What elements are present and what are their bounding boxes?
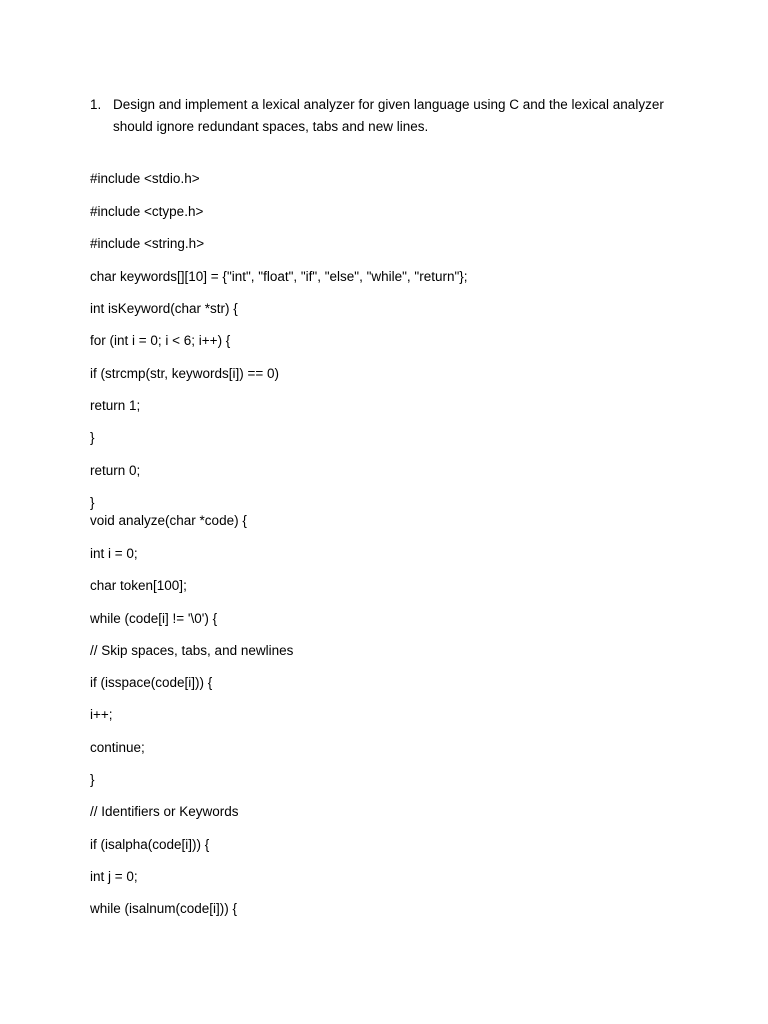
code-line: if (isalpha(code[i])) { [90,837,210,852]
code-line: } [90,772,95,787]
code-line: #include <stdio.h> [90,171,200,186]
code-line: int isKeyword(char *str) { [90,301,238,316]
code-line: #include <ctype.h> [90,204,204,219]
code-line: void analyze(char *code) { [90,513,247,528]
code-line: i++; [90,707,113,722]
code-line: int i = 0; [90,546,138,561]
code-line: // Skip spaces, tabs, and newlines [90,643,294,658]
code-line: char token[100]; [90,578,187,593]
code-line: while (code[i] != '\0') { [90,611,218,626]
code-line: for (int i = 0; i < 6; i++) { [90,333,231,348]
code-line: return 0; [90,463,141,478]
question-number: 1. [90,97,102,112]
question-text: Design and implement a lexical analyzer for given language using C and the lexical analyzer should ignore redundant spaces, tabs and new lines. [113,97,664,134]
code-line: if (strcmp(str, keywords[i]) == 0) [90,366,280,381]
code-line: #include <string.h> [90,236,205,251]
code-line: if (isspace(code[i])) { [90,675,213,690]
code-line: } [90,495,95,510]
code-line: char keywords[][10] = {"int", "float", "if", "else", "while", "return"}; [90,269,468,284]
code-line: // Identifiers or Keywords [90,804,239,819]
code-line: int j = 0; [90,869,138,884]
code-line: return 1; [90,398,141,413]
code-line: while (isalnum(code[i])) { [90,901,238,916]
code-line: continue; [90,740,145,755]
code-line: } [90,430,95,445]
